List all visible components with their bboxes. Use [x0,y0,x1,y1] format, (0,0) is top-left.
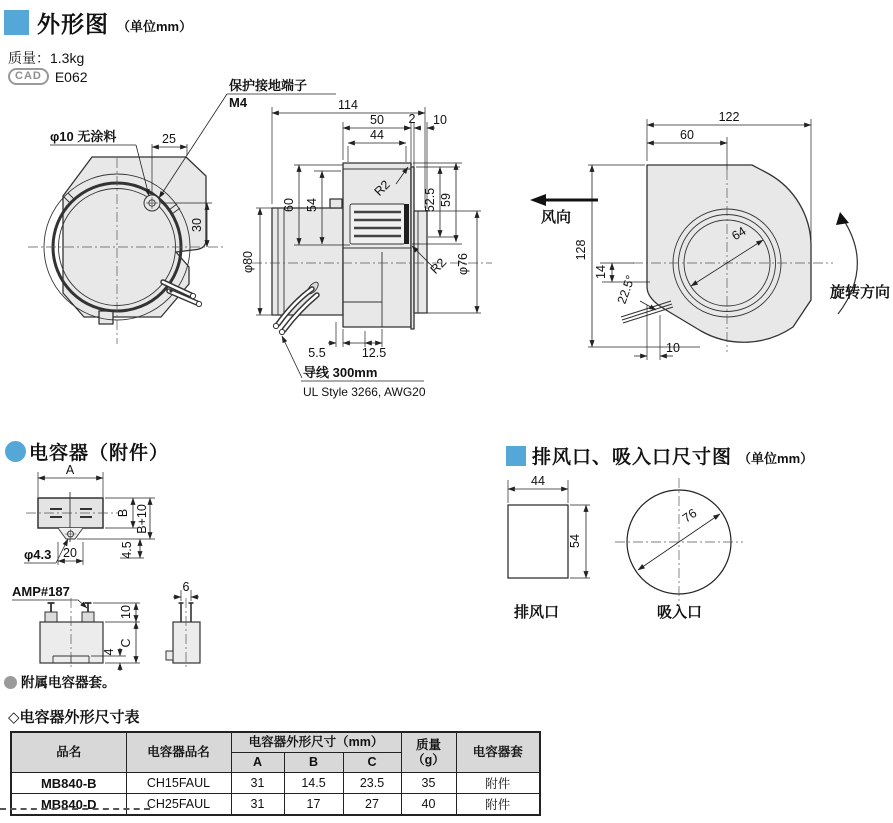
col-header-name: 品名 [11,732,126,773]
dim-22-5: 22.5° [614,273,638,306]
outline-section-header [4,6,192,39]
capacitor-top-view [24,463,155,565]
lead-wire-label: 导线 300mm [303,365,378,380]
cell-sleeve: 附件 [456,773,540,794]
cell-b: 17 [284,794,343,816]
capacitor-dimension-table [10,731,541,816]
dim-128: 128 [574,239,588,261]
dim-14: 14 [594,265,608,279]
dim-50: 50 [370,113,384,127]
dim-C: C [119,638,133,648]
airflow-label: 风向 [541,209,572,226]
dim-5-5: 5.5 [308,346,326,360]
col-header-sleeve: 电容器套 [456,732,540,773]
intake-port-drawing [615,478,743,621]
dim-2: 2 [408,112,416,126]
cell-c: 23.5 [343,773,401,794]
capacitor-section-title: 电容器（附件） [29,443,170,464]
dim-114: 114 [338,98,358,112]
table-row [11,794,540,816]
outline-section-title: 外形图 [37,11,109,37]
cell-product-name: MB840-B [11,773,126,794]
dim-dia80: φ80 [241,250,255,274]
col-header-mass-line1: 质量 [415,738,441,753]
page-crop-dashes [0,808,150,810]
exhaust-port-drawing [508,474,590,621]
outline-unit-note: （单位mm） [117,19,193,34]
dim-r2-top: R2 [371,177,393,199]
dim-122: 122 [718,110,740,124]
cell-a: 31 [231,773,284,794]
dim-20: 20 [63,546,77,560]
table-row [11,773,540,794]
rotation-label: 旋转方向 [830,284,891,301]
dim-44: 44 [370,128,384,142]
dim-B: B [116,508,130,518]
dim-dia4-3: φ4.3 [24,547,52,562]
dim-64: 64 [729,223,749,244]
cell-c: 27 [343,794,401,816]
dim-60: 60 [282,198,296,212]
ports-unit-note: （单位mm） [738,451,814,466]
dim-r2-bottom: R2 [427,255,449,277]
cad-code: E062 [54,68,88,85]
gray-circle-bullet [4,676,17,689]
dim-12-5: 12.5 [361,346,387,360]
capacitor-note [4,671,116,691]
capacitor-note-text: 附属电容器套。 [21,675,116,690]
dim-10-cap: 10 [119,605,133,619]
mass-note: 质量：1.3kg [8,50,85,66]
exhaust-port-label: 排风口 [514,604,560,621]
cell-sleeve: 附件 [456,794,540,816]
capacitor-ports-drawings [0,430,893,700]
cad-badge: CAD [8,68,49,85]
dim-10: 10 [433,113,447,127]
dim-dia76: φ76 [456,252,470,276]
amp-terminal-label: AMP#187 [12,584,70,599]
cap-table-title: ◇电容器外形尺寸表 [8,709,140,726]
dim-54: 54 [305,198,319,212]
dim-4: 4 [102,648,116,656]
dim-60-scroll: 60 [680,128,694,142]
cell-product-name: MB840-D [11,794,126,816]
ports-section-title: 排风口、吸入口尺寸图 [532,447,733,468]
cell-a: 31 [231,794,284,816]
col-header-dims: 电容器外形尺寸（mm） [231,732,401,753]
airflow-arrow-icon [530,194,546,206]
dim-B10: B+10 [135,504,149,534]
hole-note-label: φ10 无涂料 [50,129,117,144]
lead-wire-spec: UL Style 3266, AWG20 [303,385,426,399]
dim-25: 25 [162,132,176,146]
ground-terminal-label: 保护接地端子 [229,78,308,93]
side-view-drawing [241,98,492,399]
col-header-mass-line2: （g） [412,752,445,767]
dim-54-port: 54 [568,534,582,548]
col-header-a: A [231,753,284,773]
dim-44-port: 44 [531,474,545,488]
cell-cap-name: CH15FAUL [126,773,231,794]
capacitor-side-view [166,580,200,670]
blue-square-bullet [4,10,29,35]
dim-10-scroll: 10 [666,341,680,355]
intake-port-label: 吸入口 [657,604,703,621]
dim-4-5: 4.5 [120,541,134,559]
cell-mass: 40 [401,794,456,816]
dim-30: 30 [190,218,204,232]
cell-mass: 35 [401,773,456,794]
ground-size-label: M4 [229,95,248,110]
capacitor-front-view [12,584,140,671]
dim-A: A [65,463,75,477]
scroll-view-drawing [530,110,890,360]
dim-76-port: 76 [679,506,700,526]
cell-b: 14.5 [284,773,343,794]
col-header-cap-name: 电容器品名 [126,732,231,773]
dim-59: 59 [439,193,453,207]
dim-52-5: 52.5 [423,187,437,213]
outline-drawings [0,75,893,435]
col-header-b: B [284,753,343,773]
cell-cap-name: CH25FAUL [126,794,231,816]
dim-6: 6 [182,580,190,594]
col-header-c: C [343,753,401,773]
col-header-mass [401,732,456,773]
